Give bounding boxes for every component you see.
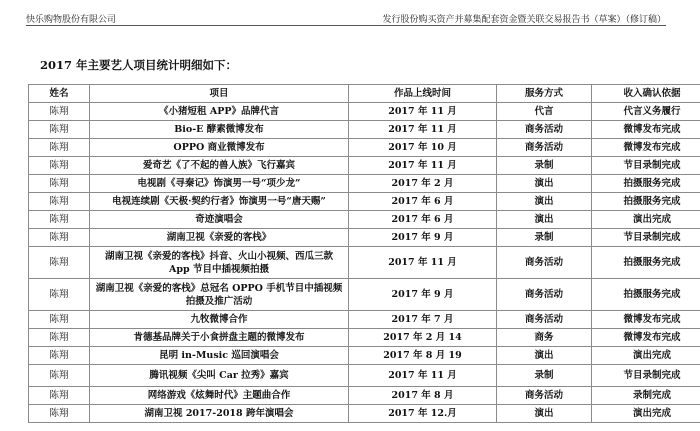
cell-name: 陈翔 <box>29 279 90 311</box>
cell-date: 2017 年 2 月 <box>349 175 497 193</box>
cell-service: 商务活动 <box>497 387 592 405</box>
cell-basis: 拍摄服务完成 <box>592 193 700 211</box>
cell-service: 商务活动 <box>497 311 592 329</box>
cell-date: 2017 年 11 月 <box>349 157 497 175</box>
cell-project: 九牧微博合作 <box>90 311 349 329</box>
cell-project: 湖南卫视《亲爱的客栈》抖音、火山小视频、西瓜三款 App 节目中插视频拍摄 <box>90 247 349 279</box>
cell-basis: 拍摄服务完成 <box>592 175 700 193</box>
table-row <box>29 229 700 247</box>
cell-name: 陈翔 <box>29 139 90 157</box>
cell-project: 湖南卫视《亲爱的客栈》 <box>90 229 349 247</box>
cell-name: 陈翔 <box>29 157 90 175</box>
cell-date: 2017 年 9 月 <box>349 279 497 311</box>
cell-basis: 演出完成 <box>592 405 700 423</box>
artist-projects-table <box>28 84 700 423</box>
cell-project: 《小猪短租 APP》品牌代言 <box>90 103 349 121</box>
cell-date: 2017 年 6 月 <box>349 211 497 229</box>
cell-project: 湖南卫视《亲爱的客栈》总冠名 OPPO 手机节目中插视频拍摄及推广活动 <box>90 279 349 311</box>
cell-date: 2017 年 7 月 <box>349 311 497 329</box>
col-header-basis: 收入确认依据 <box>592 85 700 103</box>
cell-service: 商务 <box>497 329 592 347</box>
table-row <box>29 193 700 211</box>
col-header-project: 项目 <box>90 85 349 103</box>
cell-name: 陈翔 <box>29 211 90 229</box>
cell-project: OPPO 商业微博发布 <box>90 139 349 157</box>
cell-service: 录制 <box>497 157 592 175</box>
cell-service: 商务活动 <box>497 279 592 311</box>
cell-date: 2017 年 11 月 <box>349 247 497 279</box>
cell-basis: 演出完成 <box>592 347 700 365</box>
cell-service: 演出 <box>497 347 592 365</box>
cell-project: 腾讯视频《尖叫 Car 拉秀》嘉宾 <box>90 365 349 387</box>
cell-project: 湖南卫视 2017-2018 跨年演唱会 <box>90 405 349 423</box>
cell-date: 2017 年 8 月 <box>349 387 497 405</box>
cell-service: 商务活动 <box>497 139 592 157</box>
cell-basis: 演出完成 <box>592 211 700 229</box>
cell-basis: 拍摄服务完成 <box>592 247 700 279</box>
table-row <box>29 211 700 229</box>
table-row <box>29 247 700 279</box>
col-header-service: 服务方式 <box>497 85 592 103</box>
cell-name: 陈翔 <box>29 365 90 387</box>
cell-name: 陈翔 <box>29 247 90 279</box>
cell-service: 录制 <box>497 365 592 387</box>
cell-project: 爱奇艺《了不起的兽人族》飞行嘉宾 <box>90 157 349 175</box>
table-row <box>29 329 700 347</box>
table-row <box>29 121 700 139</box>
cell-basis: 节目录制完成 <box>592 229 700 247</box>
cell-name: 陈翔 <box>29 329 90 347</box>
table-row <box>29 175 700 193</box>
cell-basis: 拍摄服务完成 <box>592 279 700 311</box>
cell-service: 商务活动 <box>497 247 592 279</box>
cell-service: 商务活动 <box>497 121 592 139</box>
cell-basis: 录制完成 <box>592 387 700 405</box>
cell-date: 2017 年 11 月 <box>349 365 497 387</box>
cell-basis: 微博发布完成 <box>592 139 700 157</box>
cell-project: 电视连续剧《天极·契约行者》饰演男一号“唐天赐” <box>90 193 349 211</box>
page-header <box>26 12 666 26</box>
cell-name: 陈翔 <box>29 121 90 139</box>
cell-date: 2017 年 11 月 <box>349 103 497 121</box>
table-row <box>29 279 700 311</box>
cell-name: 陈翔 <box>29 347 90 365</box>
cell-basis: 节目录制完成 <box>592 157 700 175</box>
cell-name: 陈翔 <box>29 311 90 329</box>
cell-project: 肯德基品牌关于小食拼盘主题的微博发布 <box>90 329 349 347</box>
cell-name: 陈翔 <box>29 193 90 211</box>
cell-basis: 节目录制完成 <box>592 365 700 387</box>
cell-project: 网络游戏《炫舞时代》主题曲合作 <box>90 387 349 405</box>
cell-date: 2017 年 12.月 <box>349 405 497 423</box>
cell-service: 演出 <box>497 405 592 423</box>
cell-basis: 微博发布完成 <box>592 329 700 347</box>
cell-name: 陈翔 <box>29 175 90 193</box>
cell-date: 2017 年 2 月 14 <box>349 329 497 347</box>
cell-basis: 微博发布完成 <box>592 121 700 139</box>
table-row <box>29 103 700 121</box>
table-row <box>29 365 700 387</box>
cell-project: Bio-E 酵素微博发布 <box>90 121 349 139</box>
cell-service: 录制 <box>497 229 592 247</box>
cell-date: 2017 年 11 月 <box>349 121 497 139</box>
table-row <box>29 347 700 365</box>
cell-project: 奇迹演唱会 <box>90 211 349 229</box>
cell-service: 演出 <box>497 193 592 211</box>
table-row <box>29 405 700 423</box>
cell-project: 昆明 in-Music 巡回演唱会 <box>90 347 349 365</box>
document-title: 发行股份购买资产并募集配套资金暨关联交易报告书（草案）（修订稿） <box>382 15 666 25</box>
cell-name: 陈翔 <box>29 387 90 405</box>
cell-date: 2017 年 8 月 19 <box>349 347 497 365</box>
table-header-row <box>29 85 700 103</box>
table-row <box>29 311 700 329</box>
col-header-name: 姓名 <box>29 85 90 103</box>
table-row <box>29 139 700 157</box>
table-row <box>29 387 700 405</box>
cell-project: 电视剧《寻秦记》饰演男一号“项少龙” <box>90 175 349 193</box>
table-row <box>29 157 700 175</box>
section-intro: 2017 年主要艺人项目统计明细如下： <box>40 58 238 72</box>
table-body <box>29 103 700 423</box>
cell-service: 代言 <box>497 103 592 121</box>
cell-date: 2017 年 9 月 <box>349 229 497 247</box>
cell-date: 2017 年 10 月 <box>349 139 497 157</box>
col-header-date: 作品上线时间 <box>349 85 497 103</box>
company-name: 快乐购物股份有限公司 <box>26 15 117 25</box>
cell-basis: 代言义务履行 <box>592 103 700 121</box>
cell-name: 陈翔 <box>29 103 90 121</box>
cell-date: 2017 年 6 月 <box>349 193 497 211</box>
cell-service: 演出 <box>497 211 592 229</box>
cell-basis: 微博发布完成 <box>592 311 700 329</box>
cell-name: 陈翔 <box>29 405 90 423</box>
cell-service: 演出 <box>497 175 592 193</box>
cell-name: 陈翔 <box>29 229 90 247</box>
